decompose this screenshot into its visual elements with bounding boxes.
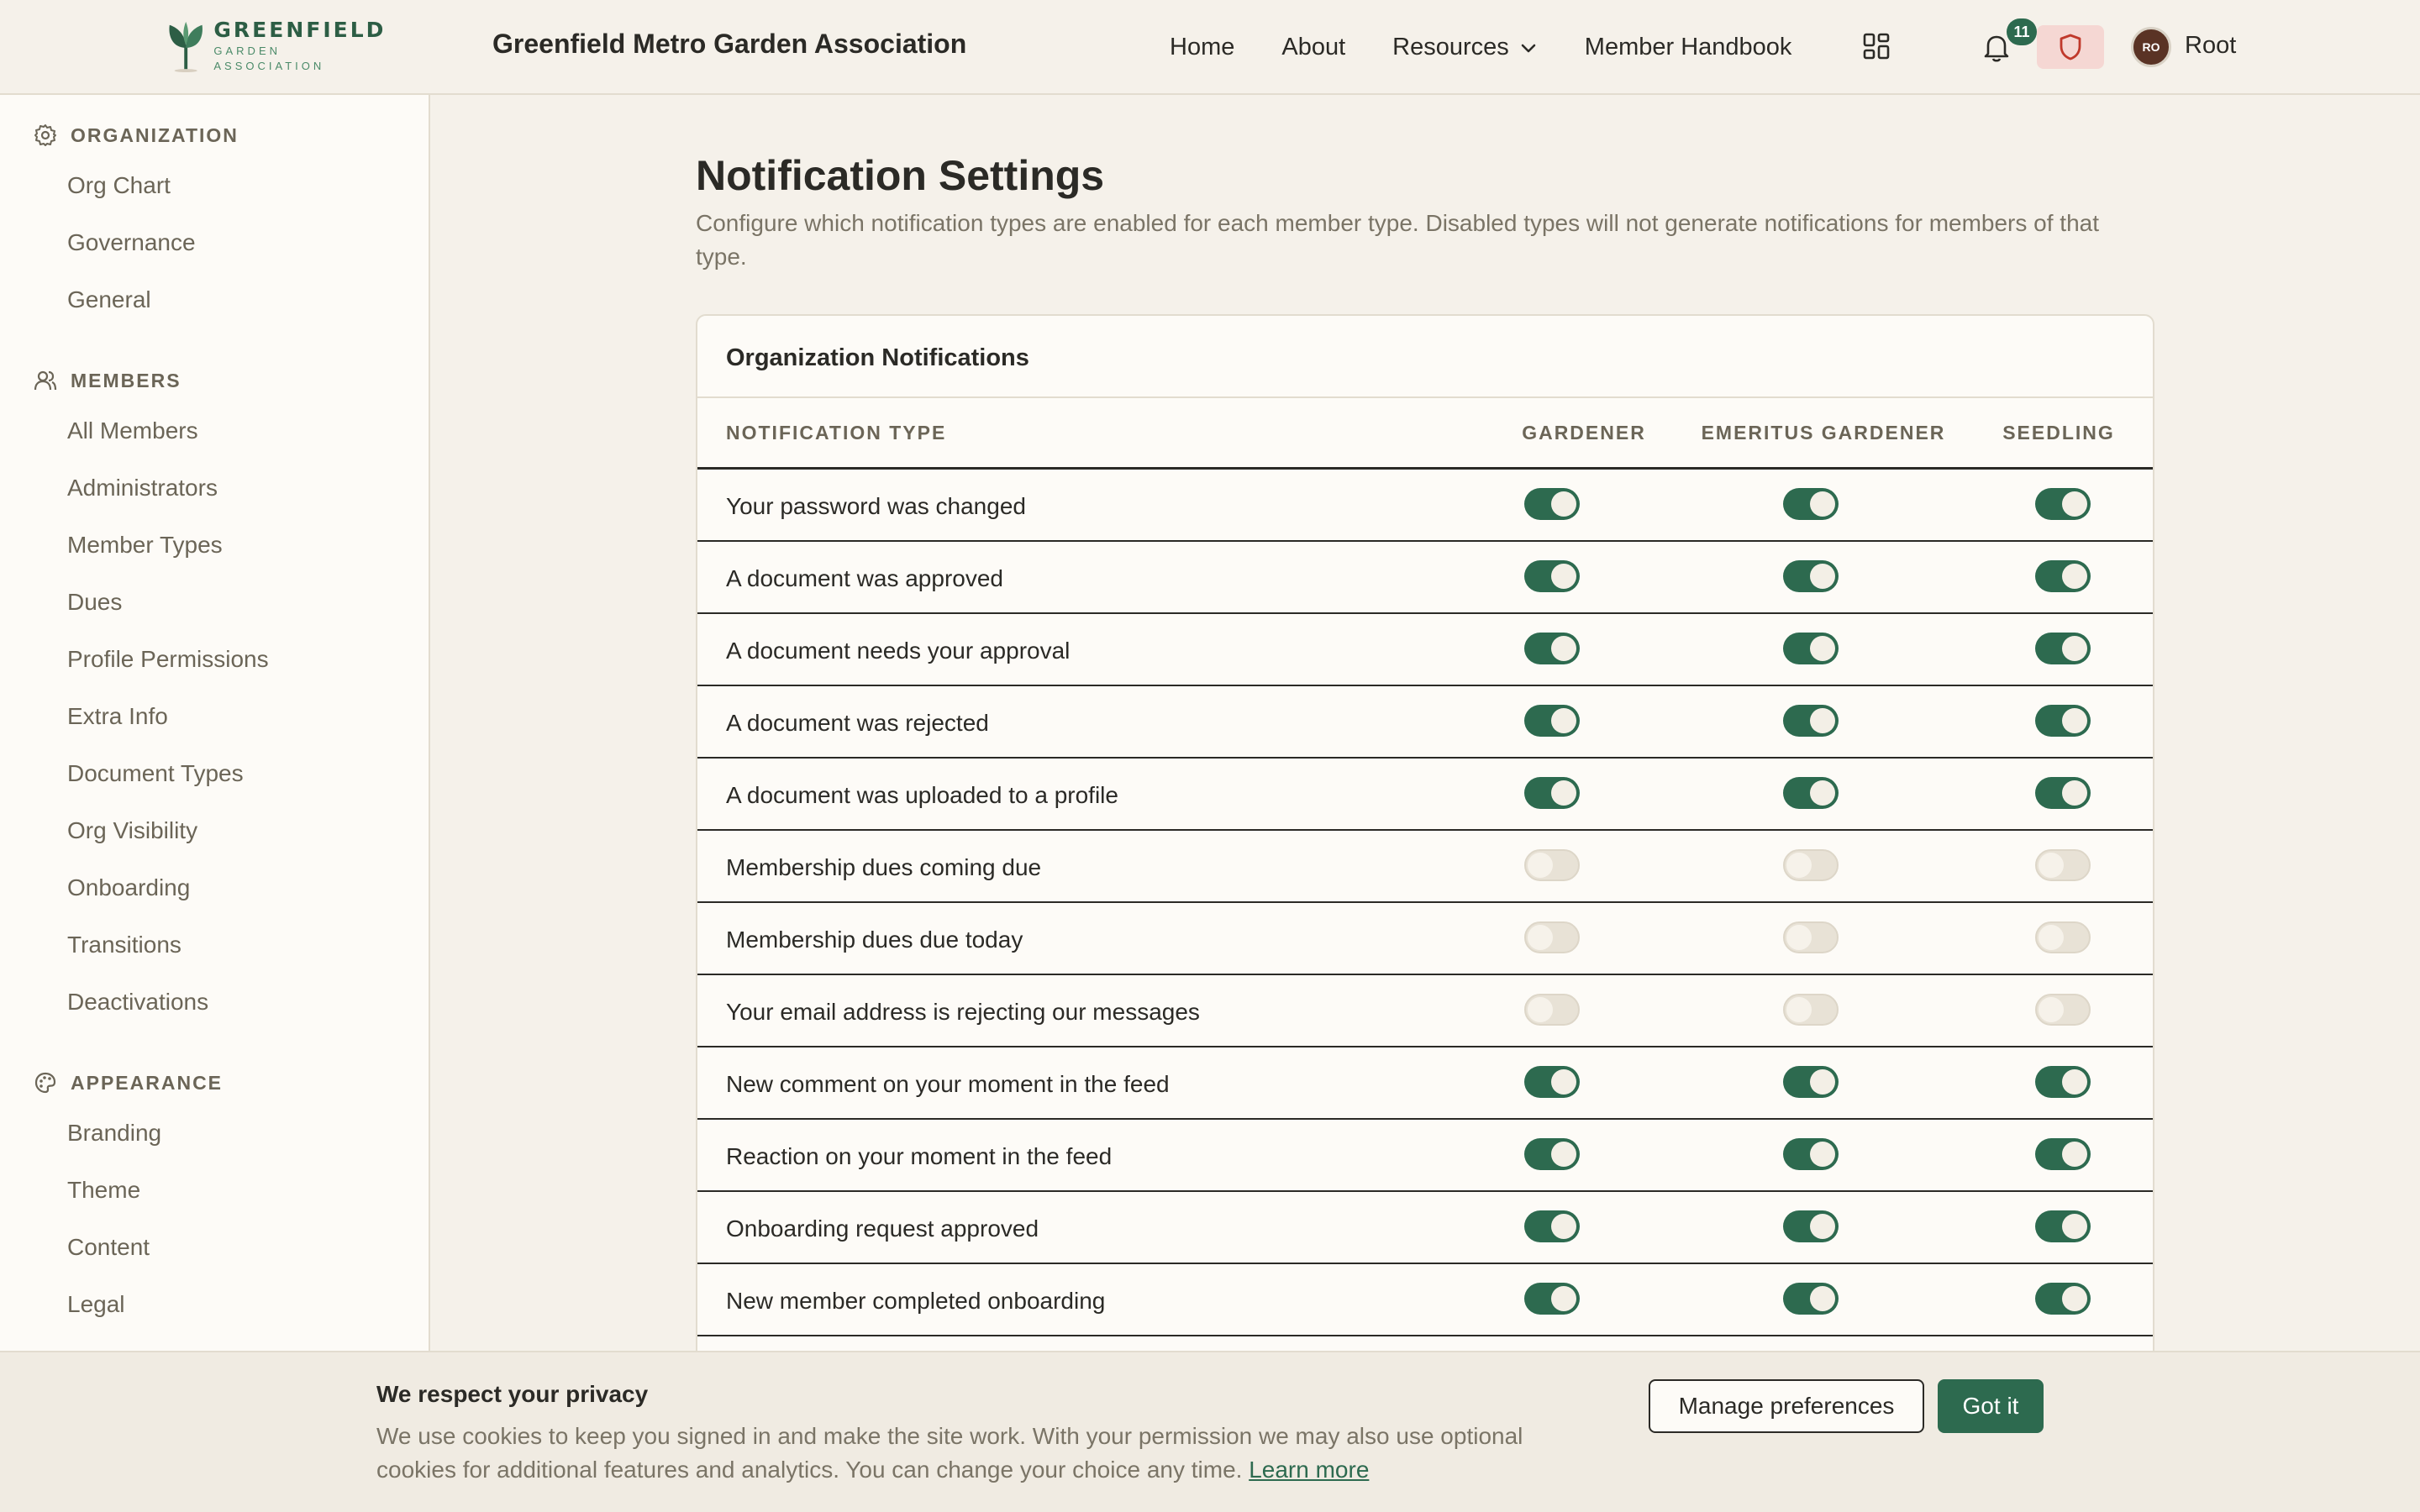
admin-shield-button[interactable] [2037,25,2104,69]
sprout-logo-icon [165,19,207,73]
table-row [697,614,2153,686]
toggle-knob [1786,853,1812,878]
nav-about-label: About [1281,34,1346,60]
table-row [697,470,2153,542]
toggle-knob [1810,1286,1835,1311]
toggle-knob [1528,853,1553,878]
notification-type-label: A document needs your approval [726,638,1071,664]
toggle-knob [1551,636,1576,661]
table-row [697,831,2153,903]
toggle-knob [2062,1069,2087,1095]
got-it-button[interactable]: Got it [1938,1379,2044,1433]
toggle-knob [2062,491,2087,517]
toggle-knob [1551,708,1576,733]
toggle-knob [1551,1214,1576,1239]
cookie-title: We respect your privacy [376,1381,649,1407]
sidebar-item-all-members[interactable]: All Members [67,417,198,444]
settings-sidebar [0,95,430,1512]
notification-type-label: Membership dues due today [726,927,1023,953]
toggle-gardener[interactable] [1524,994,1580,1026]
gear-icon [34,123,57,147]
sidebar-item-legal[interactable]: Legal [67,1291,125,1317]
toggle-knob [1528,997,1553,1022]
card-divider [697,396,2153,398]
sidebar-item-member-types[interactable]: Member Types [67,532,223,558]
toggle-knob [1551,780,1576,806]
notification-type-label: A document was uploaded to a profile [726,782,1118,808]
nav-about[interactable] [1281,34,1345,61]
toggle-gardener[interactable] [1524,849,1580,881]
sidebar-section-organization [34,123,239,147]
toggle-gardener[interactable] [1524,705,1580,737]
column-header-gardener: GARDENER [1522,422,1646,444]
sidebar-item-theme[interactable]: Theme [67,1177,141,1203]
cookie-body: We use cookies to keep you signed in and make the site work. With your permission we may also use optional cookies for additional features and analytics. You can change your choice any time. [376,1423,1523,1483]
table-row [697,1120,2153,1192]
toggle-emeritus-gardener[interactable] [1783,921,1839,953]
toggle-gardener[interactable] [1524,1283,1580,1315]
page-description: Configure which notification types are enabled for each member type. Disabled types will not generate notifications for members of that type. [696,210,2099,270]
notification-type-label: Membership dues coming due [726,854,1042,880]
toggle-knob [2062,1142,2087,1167]
toggle-knob [1551,564,1576,589]
table-row [697,1192,2153,1264]
toggle-emeritus-gardener[interactable] [1783,1210,1839,1242]
nav-handbook-label: Member Handbook [1584,34,1792,60]
sidebar-item-administrators[interactable]: Administrators [67,475,218,501]
nav-home-label: Home [1170,34,1235,60]
toggle-knob [1786,925,1812,950]
user-avatar[interactable]: RO [2131,27,2171,67]
top-bar [0,0,2420,95]
brand-logo[interactable] [165,18,392,74]
column-header-emeritus-gardener: EMERITUS GARDENER [1701,422,1946,444]
nav-resources-label: Resources [1392,34,1509,60]
toggle-knob [1810,1069,1835,1095]
toggle-knob [1551,1142,1576,1167]
toggle-knob [2039,997,2064,1022]
toggle-seedling[interactable] [2035,705,2091,737]
apps-grid-icon[interactable] [1862,32,1891,60]
palette-icon [34,1071,57,1095]
logo-subtitle: GARDEN ASSOCIATION [213,45,325,72]
toggle-seedling[interactable] [2035,849,2091,881]
toggle-emeritus-gardener[interactable] [1783,849,1839,881]
notification-type-label: A document was approved [726,565,1003,591]
toggle-emeritus-gardener[interactable] [1783,488,1839,520]
table-row [697,1264,2153,1336]
org-title: Greenfield Metro Garden Association [492,29,967,59]
toggle-emeritus-gardener[interactable] [1783,1066,1839,1098]
toggle-knob [2062,1214,2087,1239]
toggle-knob [1810,708,1835,733]
toggle-emeritus-gardener[interactable] [1783,705,1839,737]
toggle-knob [1528,925,1553,950]
toggle-gardener[interactable] [1524,560,1580,592]
notification-type-label: Your email address is rejecting our messages [726,999,1200,1025]
nav-member-handbook[interactable] [1585,34,1792,61]
toggle-gardener[interactable] [1524,1138,1580,1170]
toggle-emeritus-gardener[interactable] [1783,994,1839,1026]
toggle-gardener[interactable] [1524,488,1580,520]
sidebar-item-transitions[interactable]: Transitions [67,932,182,958]
toggle-seedling[interactable] [2035,633,2091,664]
toggle-gardener[interactable] [1524,1066,1580,1098]
sidebar-section-title: MEMBERS [71,369,182,391]
toggle-knob [2039,853,2064,878]
sidebar-item-governance[interactable]: Governance [67,229,196,255]
toggle-knob [1810,491,1835,517]
nav-home[interactable] [1170,34,1234,61]
cookie-banner [0,1351,2420,1512]
sidebar-item-general[interactable]: General [67,286,151,312]
card-title: Organization Notifications [726,344,1029,371]
toggle-seedling[interactable] [2035,488,2091,520]
notification-type-label: Reaction on your moment in the feed [726,1143,1113,1169]
sidebar-item-extra-info[interactable]: Extra Info [67,703,168,729]
table-row [697,542,2153,614]
notification-count-badge: 11 [2007,18,2037,45]
toggle-seedling[interactable] [2035,1066,2091,1098]
toggle-gardener[interactable] [1524,1210,1580,1242]
toggle-seedling[interactable] [2035,994,2091,1026]
toggle-emeritus-gardener[interactable] [1783,777,1839,809]
sidebar-section-title: ORGANIZATION [71,123,239,146]
users-icon [34,369,57,392]
nav-resources-dropdown[interactable] [1392,34,1538,61]
column-header-notification-type: NOTIFICATION TYPE [726,422,947,444]
manage-preferences-button[interactable]: Manage preferences [1649,1379,1924,1433]
notification-type-label: Onboarding request approved [726,1215,1039,1242]
toggle-gardener[interactable] [1524,633,1580,664]
toggle-knob [2062,780,2087,806]
toggle-knob [1810,564,1835,589]
toggle-seedling[interactable] [2035,560,2091,592]
toggle-knob [2062,708,2087,733]
toggle-gardener[interactable] [1524,921,1580,953]
logo-name: GREENFIELD [213,18,387,42]
table-row [697,975,2153,1047]
table-row [697,903,2153,975]
sidebar-item-profile-permissions[interactable]: Profile Permissions [67,646,269,672]
sidebar-item-org-visibility[interactable]: Org Visibility [67,817,198,843]
toggle-knob [2062,1286,2087,1311]
sidebar-item-onboarding[interactable]: Onboarding [67,874,191,900]
notification-type-label: New comment on your moment in the feed [726,1071,1170,1097]
sidebar-item-branding[interactable]: Branding [67,1120,162,1146]
sidebar-section-appearance [34,1071,223,1095]
cookie-text [376,1420,1603,1487]
toggle-emeritus-gardener[interactable] [1783,1138,1839,1170]
toggle-knob [1810,1214,1835,1239]
toggle-seedling[interactable] [2035,1210,2091,1242]
notifications-card [696,314,2154,1512]
chevron-down-icon [1519,39,1538,57]
user-name[interactable]: Root [2185,32,2237,59]
sidebar-item-org-chart[interactable]: Org Chart [67,172,171,198]
sidebar-section-members [34,369,182,392]
table-row [697,686,2153,759]
sidebar-item-document-types[interactable]: Document Types [67,760,244,786]
toggle-knob [1810,780,1835,806]
toggle-knob [2062,564,2087,589]
toggle-emeritus-gardener[interactable] [1783,1283,1839,1315]
toggle-knob [1551,1286,1576,1311]
toggle-seedling[interactable] [2035,1138,2091,1170]
sidebar-item-deactivations[interactable]: Deactivations [67,989,209,1015]
sidebar-item-dues[interactable]: Dues [67,589,123,615]
notification-type-label: A document was rejected [726,710,989,736]
column-header-seedling: SEEDLING [2002,422,2115,444]
sidebar-item-content[interactable]: Content [67,1234,150,1260]
toggle-gardener[interactable] [1524,777,1580,809]
toggle-seedling[interactable] [2035,921,2091,953]
sidebar-section-title: APPEARANCE [71,1071,224,1094]
toggle-knob [1551,491,1576,517]
toggle-knob [2039,925,2064,950]
toggle-emeritus-gardener[interactable] [1783,560,1839,592]
toggle-knob [1786,997,1812,1022]
toggle-knob [1810,636,1835,661]
learn-more-link[interactable]: Learn more [1249,1457,1370,1483]
toggle-seedling[interactable] [2035,1283,2091,1315]
toggle-emeritus-gardener[interactable] [1783,633,1839,664]
shield-icon [2059,34,2082,60]
notification-type-label: New member completed onboarding [726,1288,1106,1314]
table-row [697,1047,2153,1120]
main-nav [1170,0,1839,95]
notification-type-label: Your password was changed [726,493,1026,519]
table-row [697,759,2153,831]
toggle-knob [2062,636,2087,661]
toggle-seedling[interactable] [2035,777,2091,809]
toggle-knob [1810,1142,1835,1167]
toggle-knob [1551,1069,1576,1095]
page-title: Notification Settings [696,152,1105,199]
